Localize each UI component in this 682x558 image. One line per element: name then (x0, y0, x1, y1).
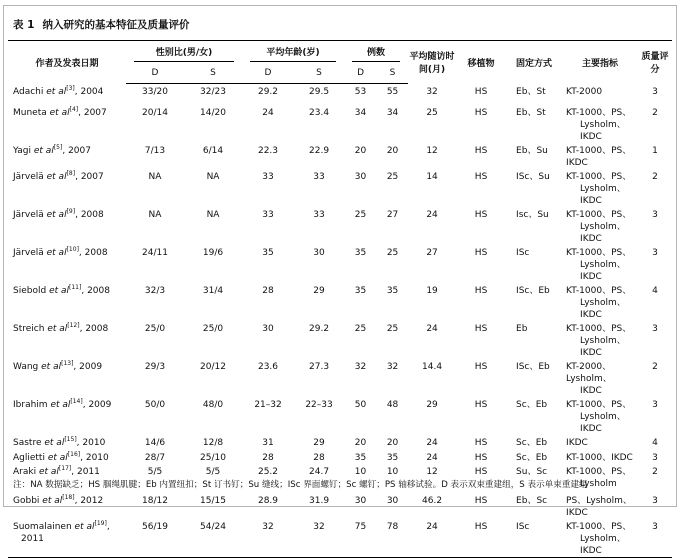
indicators-cell: KT-1000、PS、 Lysholm、IKDC (566, 171, 632, 206)
quality-cell: 3 (652, 323, 658, 334)
author-cell: Järvelä et al[8], 2007 (13, 169, 104, 182)
sex-d-cell: 28/7 (144, 452, 166, 463)
table-row (8, 493, 672, 519)
table-row (8, 435, 672, 450)
sex-d-cell: 33/20 (142, 87, 168, 97)
age-d-cell: 31 (262, 437, 274, 448)
sex-s-cell: 20/12 (200, 361, 226, 372)
header-fixation: 固定方式 (506, 41, 562, 84)
graft-cell: HS (474, 361, 488, 372)
graft-cell: HS (474, 171, 488, 182)
sex-d-cell: 29/3 (144, 361, 166, 372)
sex-s-cell: 31/4 (202, 285, 224, 296)
followup-cell: 24 (426, 437, 438, 448)
graft-cell: HS (474, 466, 488, 477)
cases-d-cell: 30 (354, 171, 367, 182)
header-graft: 移植物 (456, 41, 506, 84)
sex-d-cell: NA (148, 171, 162, 182)
cases-d-cell: 35 (354, 247, 367, 258)
indicators-cell: KT-2000、Lysholm、 IKDC (566, 361, 612, 396)
subheader-age-s: S (294, 63, 344, 84)
fixation-cell: ISc (506, 519, 562, 558)
indicators-cell: KT-2000 (566, 86, 603, 97)
author-cell: Sastre et al[15], 2010 (13, 435, 106, 448)
table-title (13, 17, 189, 32)
quality-cell: 4 (652, 437, 658, 448)
author-cell: Muneta et al[4], 2007 (13, 105, 107, 118)
author-cell: Aglietti et al[16], 2010 (13, 450, 109, 463)
table-row (8, 84, 672, 105)
fixation-cell: Su、Sc (516, 466, 548, 477)
author-cell: Araki et al[17], 2011 (13, 464, 100, 477)
indicators-cell: KT-1000、PS、 Lysholm、IKDC (566, 285, 632, 320)
quality-cell: 3 (638, 519, 672, 558)
age-s-cell: 29.2 (309, 323, 330, 334)
sex-s-cell: 48/0 (202, 399, 224, 410)
cases-d-cell: 75 (344, 519, 377, 558)
graft-cell: HS (474, 452, 488, 463)
author-cell: Wang et al[13], 2009 (13, 359, 103, 372)
age-d-cell: 23.6 (257, 361, 279, 372)
author-cell: Ibrahim et al[14], 2009 (13, 397, 112, 410)
age-s-cell: 29.5 (309, 87, 330, 97)
author-cell: Järvelä et al[10], 2008 (13, 245, 108, 258)
followup-cell: 32 (426, 86, 438, 97)
subheader-sex-d: D (126, 63, 184, 84)
graft-cell: HS (474, 285, 488, 296)
quality-cell: 3 (652, 86, 658, 97)
quality-cell: 2 (652, 361, 658, 372)
age-d-cell: 21–32 (254, 399, 282, 410)
subheader-cases-s: S (377, 63, 408, 84)
indicators-cell: KT-1000、PS、 Lysholm、IKDC (562, 519, 638, 558)
subheader-sex-s: S (184, 63, 242, 84)
cases-d-cell: 25 (354, 209, 367, 220)
cases-s-cell: 55 (386, 87, 399, 97)
cases-s-cell: 10 (386, 466, 399, 477)
age-s-cell: 31.9 (309, 495, 330, 506)
quality-cell: 2 (652, 171, 658, 182)
sex-s-cell: 25/0 (202, 323, 224, 334)
subheader-age-d: D (242, 63, 294, 84)
subheader-cases-d: D (344, 63, 377, 84)
indicators-cell: KT-1000、PS、 Lysholm、IKDC (566, 107, 632, 142)
sex-d-cell: 7/13 (144, 145, 166, 156)
header-indicators: 主要指标 (562, 41, 638, 84)
table-row (8, 519, 672, 558)
quality-cell: 3 (652, 495, 658, 506)
cases-s-cell: 30 (386, 495, 399, 506)
fixation-cell: ISc、Eb (516, 285, 550, 296)
cases-s-cell: 34 (386, 107, 399, 118)
sex-s-cell: NA (206, 171, 220, 182)
table-footnote: 注：NA 数据缺乏；HS 腘绳肌腱；Eb 内置纽扣；St 订书钉；Su 缝线；ISc 界面螺钉；Sc 螺钉；PS 轴移试验。D 表示双束重建组，S 表示单束重建组 (13, 480, 588, 490)
graft-cell: HS (474, 107, 488, 118)
followup-cell: 12 (426, 145, 438, 156)
quality-cell: 2 (652, 466, 658, 477)
indicators-cell: KT-1000、PS、 Lysholm、IKDC (566, 399, 632, 434)
table-row (8, 245, 672, 283)
quality-cell: 3 (652, 209, 658, 220)
cases-d-cell: 25 (354, 323, 367, 334)
indicators-cell: PS、Lysholm、IKDC (566, 495, 632, 518)
cases-d-cell: 10 (354, 466, 367, 477)
fixation-cell: Eb、St (516, 86, 546, 97)
age-s-cell: 29 (313, 437, 325, 448)
table-row (8, 359, 672, 397)
graft-cell: HS (474, 86, 488, 97)
cases-s-cell: 78 (377, 519, 408, 558)
age-s-cell: 27.3 (309, 361, 330, 372)
age-s-cell: 30 (313, 247, 325, 258)
author-cell: Streich et al[12], 2008 (13, 321, 109, 334)
header-author: 作者及发表日期 (8, 41, 126, 84)
fixation-cell: Sc、Eb (516, 452, 548, 463)
sex-d-cell: 18/12 (142, 495, 168, 506)
cases-d-cell: 20 (354, 145, 367, 156)
fixation-cell: ISc、Eb (516, 361, 550, 372)
cases-s-cell: 25 (386, 247, 399, 258)
followup-cell: 27 (426, 247, 438, 258)
quality-cell: 3 (652, 452, 658, 463)
age-s-cell: 33 (313, 209, 325, 220)
indicators-cell: KT-1000、PS、 Lysholm (566, 466, 632, 489)
quality-cell: 3 (652, 399, 658, 410)
age-d-cell: 28 (262, 285, 274, 296)
sex-s-cell: NA (206, 209, 220, 220)
sex-d-cell: 50/0 (144, 399, 166, 410)
age-d-cell: 32 (242, 519, 294, 558)
table-row (8, 143, 672, 169)
age-s-cell: 22–33 (305, 399, 333, 410)
followup-cell: 29 (426, 399, 438, 410)
followup-cell: 19 (426, 285, 438, 296)
author-cell: Adachi et al[3], 2004 (13, 84, 104, 97)
header-sex-ratio: 性别比(男/女) (126, 41, 242, 64)
fixation-cell: Sc、Eb (516, 399, 548, 410)
table-row (8, 450, 672, 464)
sex-s-cell: 5/5 (205, 466, 221, 477)
cases-s-cell: 20 (386, 437, 399, 448)
age-d-cell: 25.2 (257, 466, 279, 477)
sex-s-cell: 6/14 (202, 145, 224, 156)
age-s-cell: 22.9 (309, 145, 330, 156)
indicators-cell: KT-1000、PS、IKDC (566, 145, 632, 168)
cases-d-cell: 35 (354, 452, 367, 463)
header-quality: 质量评分 (638, 41, 672, 84)
age-s-cell: 32 (294, 519, 344, 558)
followup-cell: 25 (426, 107, 438, 118)
sex-d-cell: NA (148, 209, 162, 220)
cases-s-cell: 48 (386, 399, 399, 410)
cases-d-cell: 20 (354, 437, 367, 448)
table-row (8, 397, 672, 435)
sex-s-cell: 25/10 (200, 452, 226, 463)
quality-cell: 3 (652, 247, 658, 258)
graft-cell: HS (474, 399, 488, 410)
indicators-cell: KT-1000、IKDC (566, 452, 633, 463)
sex-d-cell: 25/0 (144, 323, 166, 334)
table-caption: 纳入研究的基本特征及质量评价 (42, 19, 190, 31)
fixation-cell: ISc (516, 247, 530, 258)
quality-cell: 2 (652, 107, 658, 118)
quality-cell: 1 (652, 145, 658, 156)
fixation-cell: Isc、Su (516, 209, 549, 220)
age-d-cell: 33 (262, 209, 274, 220)
indicators-cell: KT-1000、PS、 Lysholm、IKDC (566, 247, 632, 282)
age-s-cell: 24.7 (309, 466, 330, 477)
cases-s-cell: 25 (386, 323, 399, 334)
cases-d-cell: 32 (354, 361, 367, 372)
age-s-cell: 28 (313, 452, 325, 463)
cases-s-cell: 32 (386, 361, 399, 372)
table-row (8, 207, 672, 245)
age-d-cell: 22.3 (257, 145, 279, 156)
table-number: 表 1 (13, 19, 35, 31)
header-followup: 平均随访时间(月) (408, 41, 456, 84)
fixation-cell: Eb (516, 323, 528, 334)
sex-d-cell: 20/14 (142, 107, 168, 118)
cases-s-cell: 20 (386, 145, 399, 156)
followup-cell: 24 (426, 452, 438, 463)
author-cell: Siebold et al[11], 2008 (13, 283, 110, 296)
graft-cell: HS (474, 437, 488, 448)
followup-cell: 24 (426, 323, 438, 334)
followup-cell: 24 (426, 209, 438, 220)
followup-cell: 14 (426, 171, 438, 182)
quality-cell: 4 (652, 285, 658, 296)
table-row (8, 283, 672, 321)
sex-s-cell: 54/24 (184, 519, 242, 558)
age-d-cell: 28 (262, 452, 274, 463)
age-d-cell: 30 (262, 323, 274, 334)
cases-s-cell: 35 (386, 285, 399, 296)
table-row (8, 105, 672, 143)
fixation-cell: Eb、Su (516, 145, 548, 156)
author-cell: Yagi et al[5], 2007 (13, 143, 91, 156)
followup-cell: 14.4 (422, 361, 443, 372)
graft-cell: HS (474, 495, 488, 506)
age-s-cell: 29 (313, 285, 325, 296)
cases-d-cell: 35 (354, 285, 367, 296)
sex-s-cell: 32/23 (200, 87, 226, 97)
cases-d-cell: 30 (354, 495, 367, 506)
sex-d-cell: 24/11 (142, 247, 168, 258)
graft-cell: HS (474, 323, 488, 334)
sex-d-cell: 14/6 (144, 437, 166, 448)
followup-cell: 24 (408, 519, 456, 558)
sex-s-cell: 14/20 (200, 107, 226, 118)
cases-d-cell: 50 (354, 399, 367, 410)
sex-s-cell: 12/8 (202, 437, 224, 448)
author-cell: Gobbi et al[18], 2012 (13, 493, 104, 506)
author-cell: Suomalainen et al[19], 2011 (8, 519, 126, 558)
age-d-cell: 33 (262, 171, 274, 182)
age-d-cell: 35 (262, 247, 274, 258)
fixation-cell: Eb、Sc (516, 495, 548, 506)
cases-s-cell: 35 (386, 452, 399, 463)
sex-d-cell: 5/5 (147, 466, 163, 477)
author-cell: Järvelä et al[9], 2008 (13, 207, 104, 220)
cases-s-cell: 27 (386, 209, 399, 220)
age-s-cell: 23.4 (309, 107, 330, 118)
cases-s-cell: 25 (386, 171, 399, 182)
age-d-cell: 28.9 (257, 495, 279, 506)
sex-d-cell: 32/3 (144, 285, 166, 296)
indicators-cell: KT-1000、PS、 Lysholm、IKDC (566, 209, 632, 244)
fixation-cell: Sc、Eb (516, 437, 548, 448)
sex-s-cell: 19/6 (202, 247, 224, 258)
age-d-cell: 29.2 (257, 87, 279, 97)
table-row (8, 169, 672, 207)
graft-cell: HS (474, 145, 488, 156)
indicators-cell: KT-1000、PS、 Lysholm、IKDC (566, 323, 632, 358)
indicators-cell: IKDC (566, 437, 588, 448)
cases-d-cell: 53 (354, 87, 367, 97)
age-d-cell: 24 (262, 107, 274, 118)
header-cases: 例数 (344, 41, 408, 64)
followup-cell: 46.2 (422, 495, 443, 506)
followup-cell: 12 (426, 466, 438, 477)
fixation-cell: ISc、Su (516, 171, 550, 182)
sex-d-cell: 56/19 (126, 519, 184, 558)
age-s-cell: 33 (313, 171, 325, 182)
graft-cell: HS (474, 247, 488, 258)
table-row (8, 321, 672, 359)
header-mean-age: 平均年龄(岁) (242, 41, 344, 64)
fixation-cell: Eb、St (516, 107, 546, 118)
cases-d-cell: 34 (354, 107, 367, 118)
sex-s-cell: 15/15 (200, 495, 226, 506)
graft-cell: HS (474, 209, 488, 220)
graft-cell: HS (456, 519, 506, 558)
